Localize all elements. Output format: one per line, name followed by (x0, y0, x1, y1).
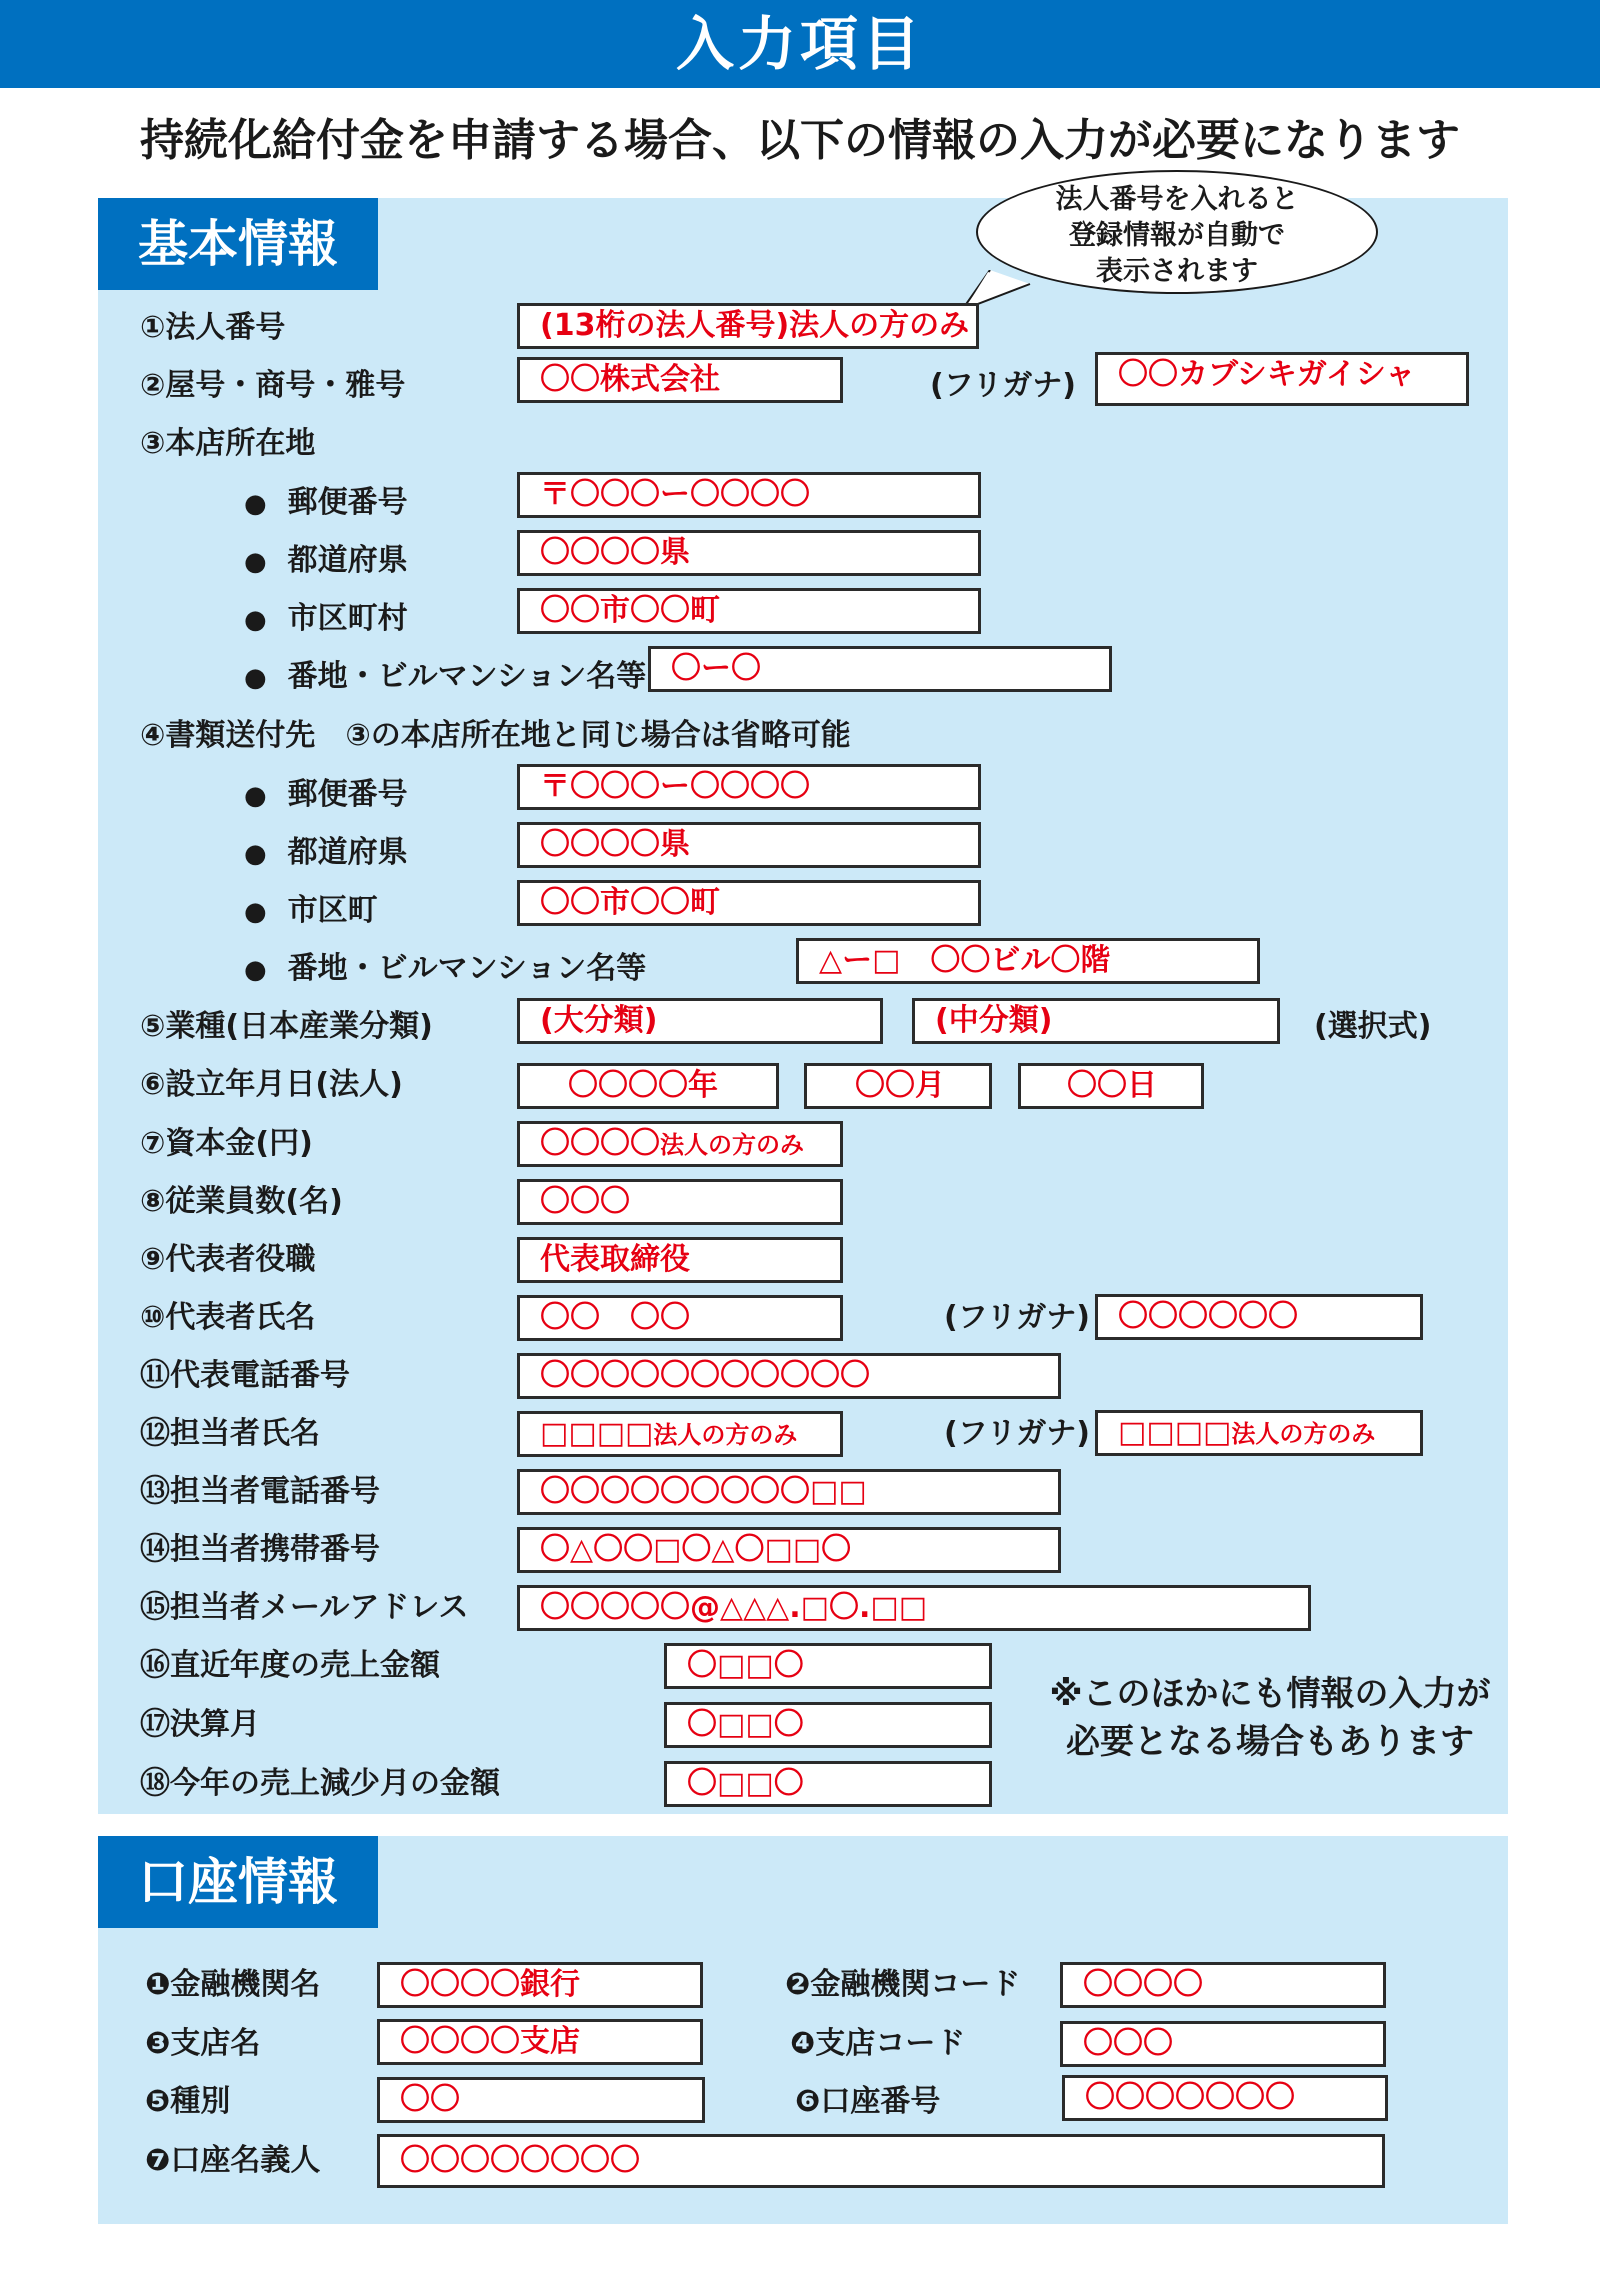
page-title: 入力項目 (675, 10, 924, 78)
industry-middle-field[interactable]: (中分類) (912, 998, 1280, 1044)
trade-name-kana-field[interactable]: 〇〇カブシキガイシャ (1095, 352, 1469, 406)
contact-name-kana-field[interactable]: □□□□法人の方のみ (1095, 1410, 1423, 1456)
bullet-icon: ● (244, 489, 267, 519)
founded-day-field[interactable]: 〇〇日 (1018, 1063, 1204, 1109)
contact-name-label: ⑫担当者氏名 (140, 1416, 320, 1451)
account-number-field[interactable]: 〇〇〇〇〇〇〇 (1062, 2075, 1388, 2121)
contact-name-field[interactable]: □□□□法人の方のみ (517, 1411, 843, 1457)
rep-title-field[interactable]: 代表取締役 (517, 1237, 843, 1283)
branch-name-label: ❸支店名 (145, 2026, 261, 2061)
contact-mobile-label: ⑭担当者携帯番号 (140, 1532, 380, 1567)
founded-month-field[interactable]: 〇〇月 (804, 1063, 992, 1109)
branch-code-field[interactable]: 〇〇〇 (1060, 2021, 1386, 2067)
founded-year-field[interactable]: 〇〇〇〇年 (517, 1063, 779, 1109)
rep-name-kana-label: (フリガナ) (944, 1300, 1090, 1335)
head-office-addr-label: ● 番地・ビルマンション名等 (244, 659, 647, 694)
trade-name-kana-label: (フリガナ) (930, 368, 1076, 403)
bank-code-field[interactable]: 〇〇〇〇 (1060, 1962, 1386, 2008)
head-office-city-label: ● 市区町村 (244, 601, 408, 636)
industry-note: (選択式) (1314, 1009, 1432, 1044)
mailing-pref-field[interactable]: 〇〇〇〇県 (517, 822, 981, 868)
industry-label: ⑤業種(日本産業分類) (140, 1009, 433, 1044)
head-office-pref-field[interactable]: 〇〇〇〇県 (517, 530, 981, 576)
mailing-postal-field[interactable]: 〒〇〇〇ー〇〇〇〇 (517, 764, 981, 810)
rep-name-kana-field[interactable]: 〇〇〇〇〇〇 (1095, 1294, 1423, 1340)
head-office-pref-label: ● 都道府県 (244, 543, 408, 578)
decline-sales-field[interactable]: 〇□□〇 (664, 1761, 992, 1807)
mailing-label: ④書類送付先 ③の本店所在地と同じ場合は省略可能 (140, 718, 851, 753)
capital-field[interactable]: 〇〇〇〇法人の方のみ (517, 1121, 843, 1167)
account-type-field[interactable]: 〇〇 (377, 2077, 705, 2123)
trade-name-field[interactable]: 〇〇株式会社 (517, 357, 843, 403)
head-office-city-field[interactable]: 〇〇市〇〇町 (517, 588, 981, 634)
bullet-icon: ● (244, 955, 267, 985)
bullet-icon: ● (244, 781, 267, 811)
founded-label: ⑥設立年月日(法人) (140, 1067, 403, 1102)
employees-label: ⑧従業員数(名) (140, 1184, 343, 1219)
contact-email-field[interactable]: 〇〇〇〇〇@△△△.□〇.□□ (517, 1585, 1311, 1631)
mailing-postal-label: ● 郵便番号 (244, 777, 408, 812)
decline-sales-label: ⑱今年の売上減少月の金額 (140, 1766, 500, 1801)
mailing-addr-label: ● 番地・ビルマンション名等 (244, 951, 647, 986)
corp-number-label: ①法人番号 (140, 310, 286, 345)
mailing-addr-field[interactable]: △ー□ 〇〇ビル〇階 (796, 938, 1260, 984)
bullet-icon: ● (244, 605, 267, 635)
contact-mobile-field[interactable]: 〇△〇〇□〇△〇□□〇 (517, 1527, 1061, 1573)
account-type-label: ❺種別 (145, 2084, 231, 2119)
contact-email-label: ⑮担当者メールアドレス (140, 1590, 469, 1625)
bullet-icon: ● (244, 839, 267, 869)
contact-phone-field[interactable]: 〇〇〇〇〇〇〇〇〇□□ (517, 1469, 1061, 1515)
rep-title-label: ⑨代表者役職 (140, 1242, 316, 1277)
bank-name-field[interactable]: 〇〇〇〇銀行 (377, 1962, 703, 2008)
recent-sales-label: ⑯直近年度の売上金額 (140, 1648, 440, 1683)
account-number-label: ❻口座番号 (795, 2084, 941, 2119)
rep-name-field[interactable]: 〇〇 〇〇 (517, 1295, 843, 1341)
account-holder-field[interactable]: 〇〇〇〇〇〇〇〇 (377, 2134, 1385, 2188)
account-holder-label: ❼口座名義人 (145, 2143, 321, 2178)
bank-code-label: ❷金融機関コード (785, 1967, 1021, 2002)
fiscal-month-field[interactable]: 〇□□〇 (664, 1702, 992, 1748)
rep-phone-field[interactable]: 〇〇〇〇〇〇〇〇〇〇〇 (517, 1353, 1061, 1399)
hint-balloon-text: 法人番号を入れると 登録情報が自動で 表示されます (1055, 184, 1299, 287)
bullet-icon: ● (244, 663, 267, 693)
bullet-icon: ● (244, 547, 267, 577)
additional-info-note: ※このほかにも情報の入力が 必要となる場合もあります (1049, 1674, 1491, 1762)
rep-name-label: ⑩代表者氏名 (140, 1300, 316, 1335)
recent-sales-field[interactable]: 〇□□〇 (664, 1643, 992, 1689)
bank-name-label: ❶金融機関名 (145, 1967, 321, 2002)
bullet-icon: ● (244, 897, 267, 927)
capital-label: ⑦資本金(円) (140, 1126, 313, 1161)
industry-major-field[interactable]: (大分類) (517, 998, 883, 1044)
mailing-city-label: ● 市区町 (244, 893, 378, 928)
head-office-postal-label: ● 郵便番号 (244, 485, 408, 520)
trade-name-label: ②屋号・商号・雅号 (140, 368, 406, 403)
branch-name-field[interactable]: 〇〇〇〇支店 (377, 2019, 703, 2065)
contact-phone-label: ⑬担当者電話番号 (140, 1474, 380, 1509)
fiscal-month-label: ⑰決算月 (140, 1707, 260, 1742)
head-office-addr-field[interactable]: 〇ー〇 (648, 646, 1112, 692)
bank-info-heading: 口座情報 (98, 1836, 378, 1928)
employees-field[interactable]: 〇〇〇 (517, 1179, 843, 1225)
mailing-pref-label: ● 都道府県 (244, 835, 408, 870)
rep-phone-label: ⑪代表電話番号 (140, 1358, 350, 1393)
basic-info-heading: 基本情報 (98, 198, 378, 290)
mailing-city-field[interactable]: 〇〇市〇〇町 (517, 880, 981, 926)
head-office-postal-field[interactable]: 〒〇〇〇ー〇〇〇〇 (517, 472, 981, 518)
contact-name-kana-label: (フリガナ) (944, 1416, 1090, 1451)
head-office-label: ③本店所在地 (140, 426, 316, 461)
page-subtitle: 持続化給付金を申請する場合、以下の情報の入力が必要になります (140, 115, 1460, 166)
branch-code-label: ❹支店コード (790, 2026, 966, 2061)
corp-number-field[interactable]: (13桁の法人番号)法人の方のみ (517, 303, 979, 349)
